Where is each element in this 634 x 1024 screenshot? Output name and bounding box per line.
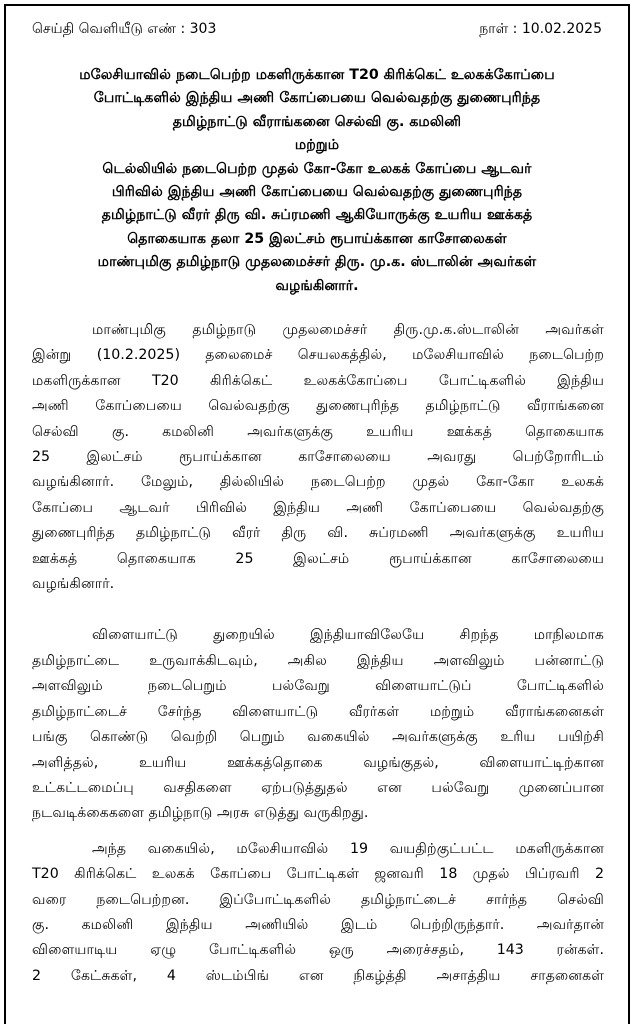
text-line: செல்வி கு. கமலினி அவர்களுக்கு உயரிய ஊக்கத் தொகையாக <box>32 423 604 440</box>
title-line: தமிழ்நாட்டு வீரர் திரு வி. சுப்ரமணி ஆகியோருக்கு உயரிய ஊக்கத் <box>101 207 533 224</box>
text-line: கு. கமலினி இந்திய அணியில் இடம் பெற்றிருந்தார். அவர்தான் <box>32 916 604 933</box>
text-line: தமிழ்நாட்டை உருவாக்கிடவும், அகில இந்திய அளவிலும் பன்னாட்டு <box>32 652 604 669</box>
text-line: இன்று (10.2.2025) தலைமைச் செயலகத்தில், மலேசியாவில் நடைபெற்ற <box>32 347 604 364</box>
text-line: வரை நடைபெற்றன. இப்போட்டிகளில் தமிழ்நாட்டைச் சார்ந்த செல்வி <box>32 891 604 908</box>
text-line: விளையாட்டு துறையில் இந்தியாவிலேயே சிறந்த மாநிலமாக <box>92 627 604 644</box>
title-line: மாண்புமிகு தமிழ்நாடு முதலமைச்சர் திரு. மு.க. ஸ்டாலின் அவர்கள் <box>97 254 537 271</box>
text-line: மகளிருக்கான T20 கிரிக்கெட் உலகக்கோப்பை போட்டிகளில் இந்திய <box>32 372 604 389</box>
release-date: நாள் : 10.02.2025 <box>479 21 602 37</box>
paragraph-1 <box>32 318 604 597</box>
title-line: தொகையாக தலா 25 இலட்சம் ரூபாய்க்கான காசோலைகள் <box>127 230 507 247</box>
paragraph-3 <box>32 837 604 989</box>
text-line: 25 இலட்சம் ரூபாய்க்கான காசோலையை அவரது பெற்றோரிடம் <box>32 449 604 466</box>
release-number: செய்தி வெளியீடு எண் : 303 <box>32 21 217 37</box>
header <box>32 21 602 39</box>
title-line: பிரிவில் இந்திய அணி கோப்பையை வெல்வதற்கு துணைபுரிந்த <box>111 184 523 201</box>
title-block <box>20 64 614 298</box>
title-line: போட்டிகளில் இந்திய அணி கோப்பையை வெல்வதற்கு துணைபுரிந்த <box>93 90 541 107</box>
text-line: வழங்கினார். <box>32 576 115 593</box>
text-line: தமிழ்நாட்டைச் சேர்ந்த விளையாட்டு வீரர்கள் மற்றும் வீராங்கனைகள் <box>32 703 604 720</box>
text-line: துணைபுரிந்த தமிழ்நாட்டு வீரர் திரு வி. சுப்ரமணி அவர்களுக்கு உயரிய <box>32 525 604 542</box>
text-line: வழங்கினார். மேலும், தில்லியில் நடைபெற்ற முதல் கோ-கோ உலகக் <box>32 474 604 491</box>
text-line: உட்கட்டமைப்பு வசதிகளை ஏற்படுத்துதல் என பல்வேறு முனைப்பான <box>32 779 604 796</box>
text-line: T20 கிரிக்கெட் உலகக் கோப்பை போட்டிகள் ஜனவரி 18 முதல் பிப்ரவரி 2 <box>32 866 604 883</box>
text-line: அந்த வகையில், மலேசியாவில் 19 வயதிற்குட்பட்ட மகளிருக்கான <box>92 840 604 857</box>
text-line: 2 கேட்சுகள், 4 ஸ்டம்பிங் என நிகழ்த்தி அசாத்திய சாதனைகள் <box>32 967 604 984</box>
text-line: ஊக்கத் தொகையாக 25 இலட்சம் ரூபாய்க்கான காசோலையை <box>32 550 604 567</box>
title-line: டெல்லியில் நடைபெற்ற முதல் கோ-கோ உலகக் கோப்பை ஆடவர் <box>102 160 532 177</box>
text-line: நடவடிக்கைகளை தமிழ்நாடு அரசு எடுத்து வருகிறது. <box>32 805 369 822</box>
text-line: பங்கு கொண்டு வெற்றி பெறும் வகையில் அவர்களுக்கு உரிய பயிற்சி <box>32 729 604 746</box>
text-line: மாண்புமிகு தமிழ்நாடு முதலமைச்சர் திரு.மு.க.ஸ்டாலின் அவர்கள் <box>92 322 604 338</box>
text-line: அளித்தல், உயரிய ஊக்கத்தொகை வழங்குதல், விளையாட்டிற்கான <box>32 754 604 771</box>
title-line: தமிழ்நாட்டு வீராங்கனை செல்வி கு. கமலினி <box>172 113 462 130</box>
title-line: வழங்கினார். <box>275 277 359 294</box>
text-line: அணி கோப்பையை வெல்வதற்கு துணைபுரிந்த தமிழ்நாட்டு வீராங்கனை <box>32 398 604 415</box>
text-line: விளையாடிய ஏழு போட்டிகளில் ஒரு அரைச்சதம், 143 ரன்கள். <box>32 942 604 959</box>
title-line: மலேசியாவில் நடைபெற்ற மகளிருக்கான T20 கிரிக்கெட் உலகக்கோப்பை <box>79 67 555 83</box>
title-line: மற்றும் <box>294 137 340 154</box>
paragraph-2 <box>32 623 604 826</box>
press-release-page <box>4 4 630 1024</box>
text-line: அளவிலும் நடைபெறும் பல்வேறு விளையாட்டுப் போட்டிகளில் <box>32 678 604 695</box>
body-text <box>32 318 604 989</box>
text-line: கோப்பை ஆடவர் பிரிவில் இந்திய அணி கோப்பையை வெல்வதற்கு <box>32 499 604 516</box>
